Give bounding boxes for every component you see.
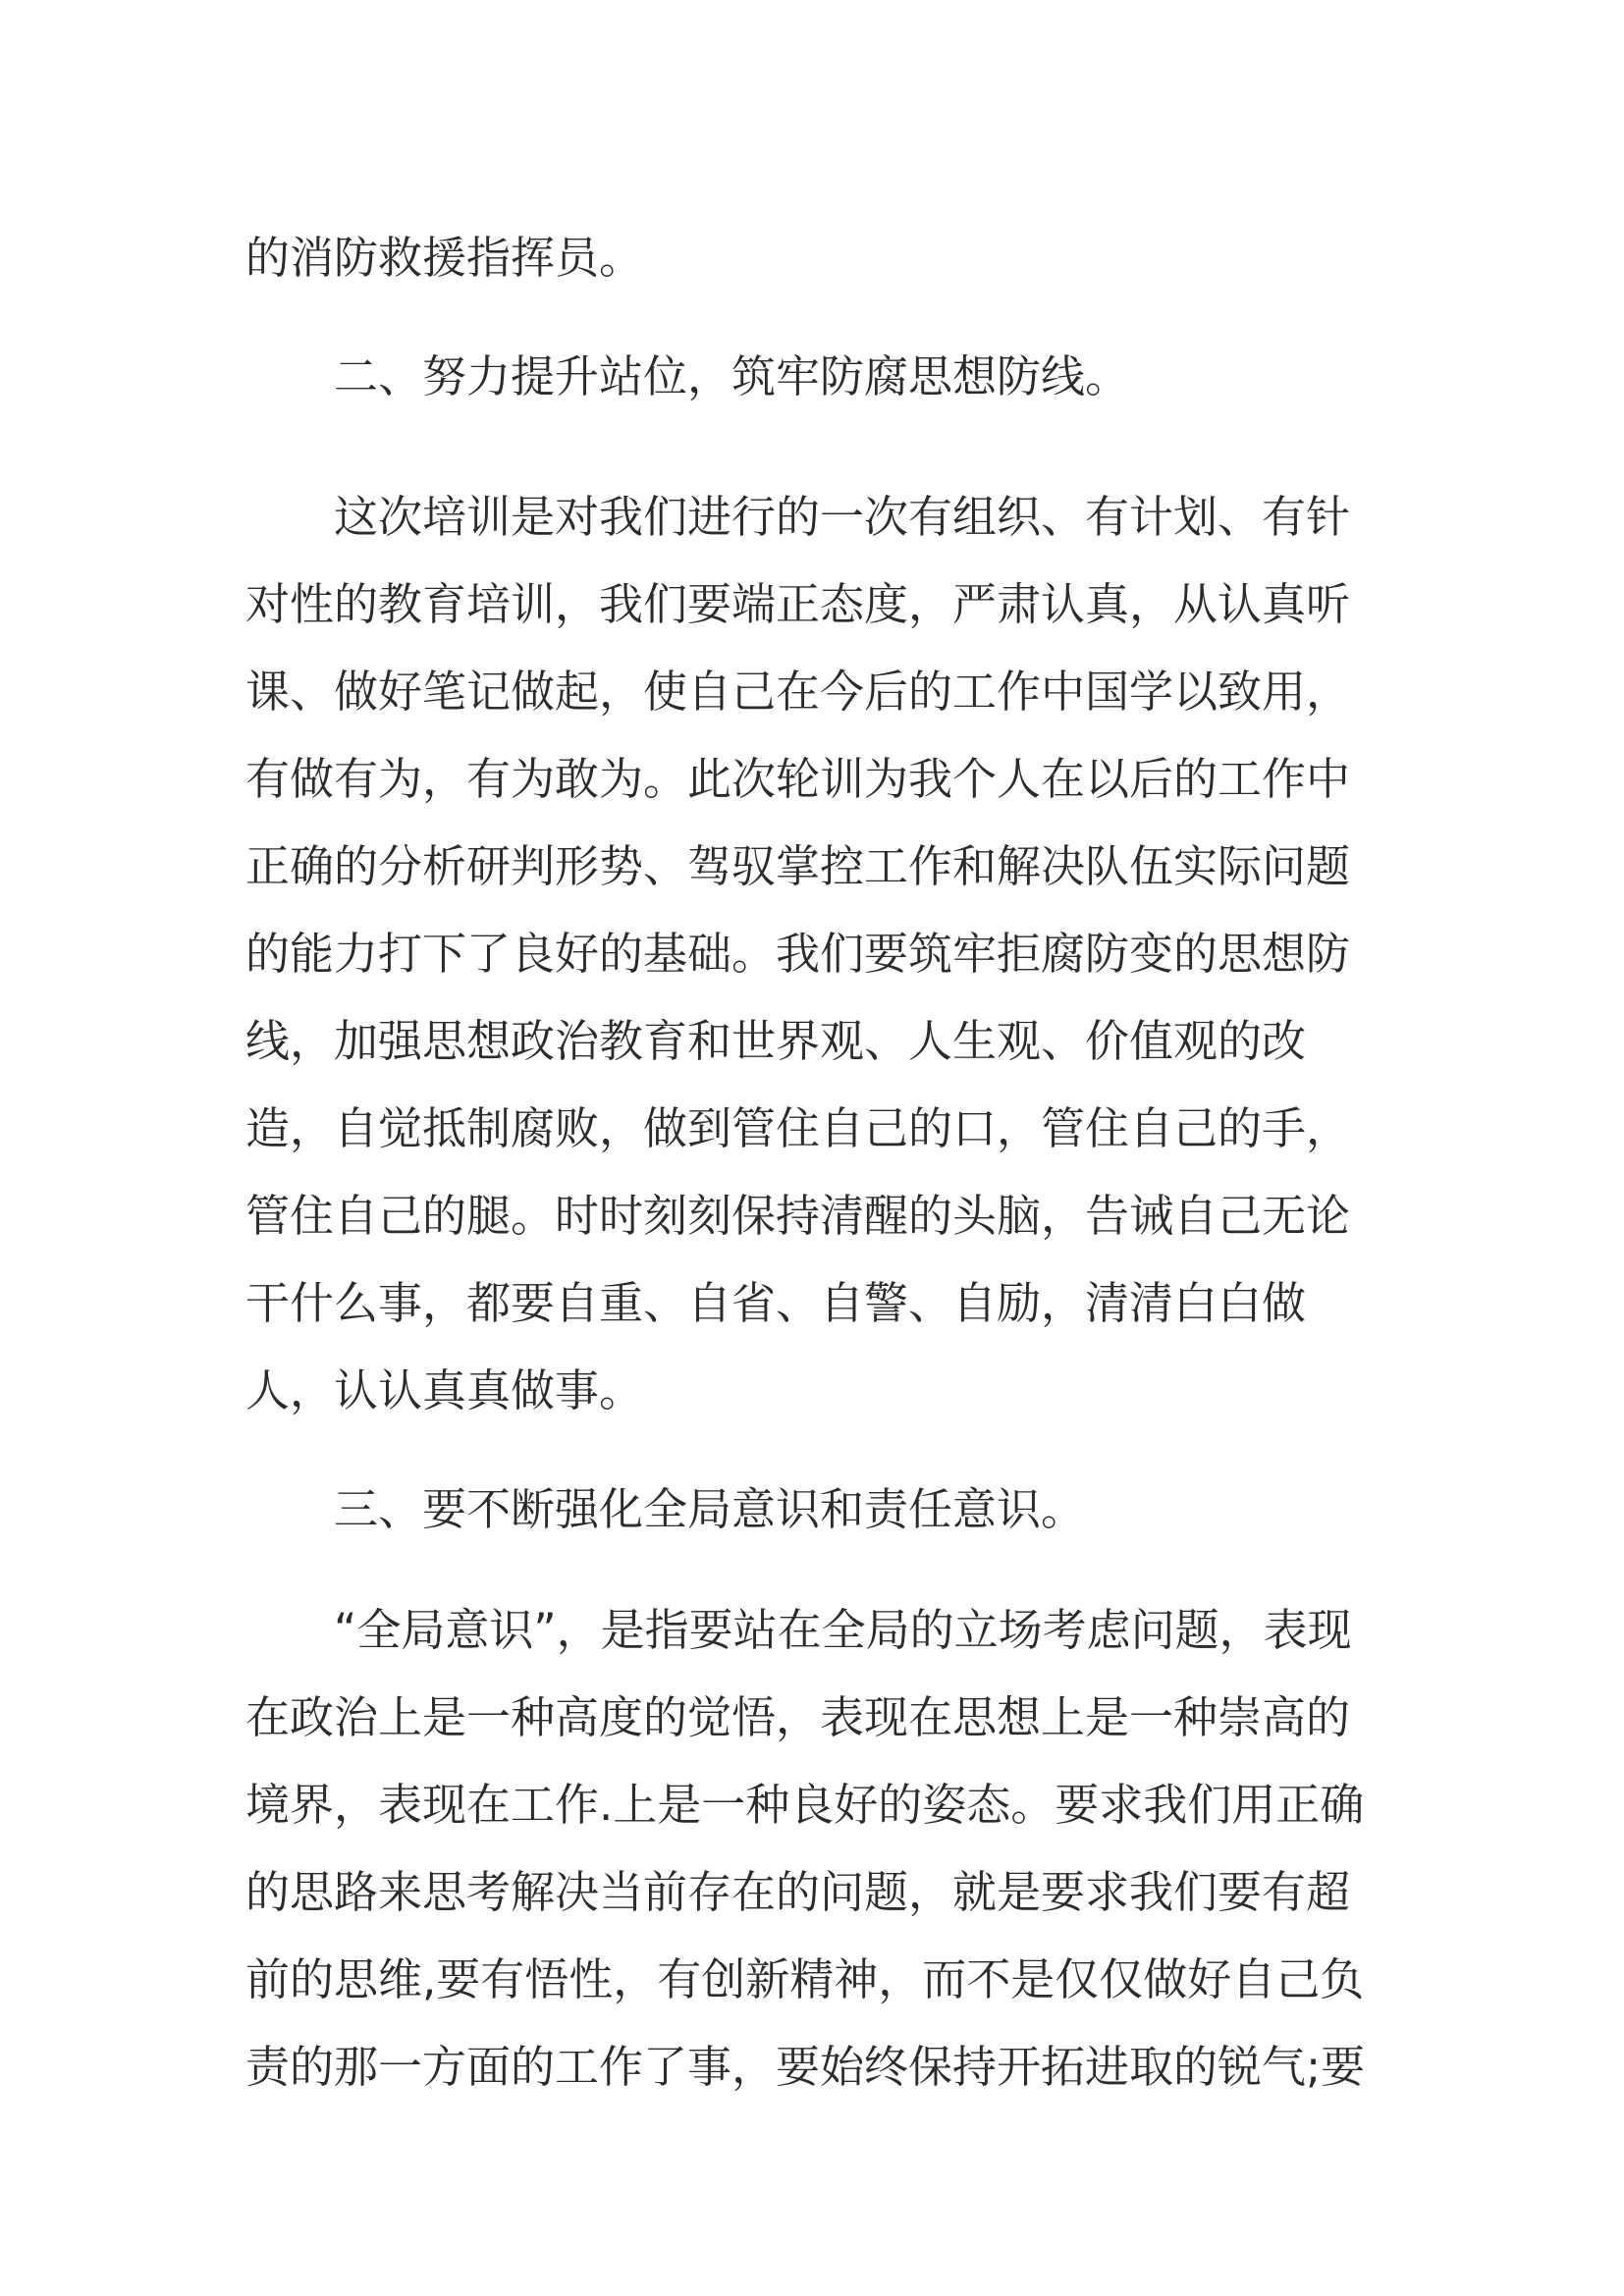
body-text-line: 在政治上是一种高度的觉悟，表现在思想上是一种崇高的	[245, 1691, 1351, 1743]
section-heading-3: 三、要不断强化全局意识和责任意识。	[334, 1483, 1086, 1535]
body-text-line: 人，认认真真做事。	[245, 1364, 644, 1416]
body-text-line: 对性的教育培训，我们要端正态度，严肃认真，从认真听	[245, 578, 1351, 630]
body-text-line: 造，自觉抵制腐败，做到管住自己的口，管住自己的手，	[245, 1102, 1351, 1154]
body-text-line: 这次培训是对我们进行的一次有组织、有计划、有针	[334, 491, 1351, 543]
body-text-line: 干什么事，都要自重、自省、自警、自励，清清白白做	[245, 1277, 1307, 1329]
body-text-line: 责的那一方面的工作了事，要始终保持开拓进取的锐气;要	[245, 2041, 1366, 2093]
body-text-line: 的消防救援指挥员。	[245, 232, 644, 284]
body-text-line: 的能力打下了良好的基础。我们要筑牢拒腐防变的思想防	[245, 928, 1351, 980]
body-text-line: 的思路来思考解决当前存在的问题，就是要求我们要有超	[245, 1866, 1351, 1918]
body-text-line: “全局意识”，是指要站在全局的立场考虑问题，表现	[334, 1604, 1352, 1656]
body-text-line: 有做有为，有为敢为。此次轮训为我个人在以后的工作中	[245, 753, 1351, 805]
body-text-line: 境界，表现在工作.上是一种良好的姿态。要求我们用正确	[245, 1779, 1365, 1831]
section-heading-2: 二、努力提升站位，筑牢防腐思想防线。	[334, 350, 1130, 402]
body-text-line: 前的思维,要有悟性，有创新精神，而不是仅仅做好自己负	[245, 1953, 1365, 2005]
body-text-line: 课、做好笔记做起，使自己在今后的工作中国学以致用，	[245, 666, 1351, 718]
body-text-line: 线，加强思想政治教育和世界观、人生观、价值观的改	[245, 1015, 1307, 1067]
body-text-line: 管住自己的腿。时时刻刻保持清醒的头脑，告诫自己无论	[245, 1190, 1351, 1242]
body-text-line: 正确的分析研判形势、驾驭掌控工作和解决队伍实际问题	[245, 840, 1351, 892]
